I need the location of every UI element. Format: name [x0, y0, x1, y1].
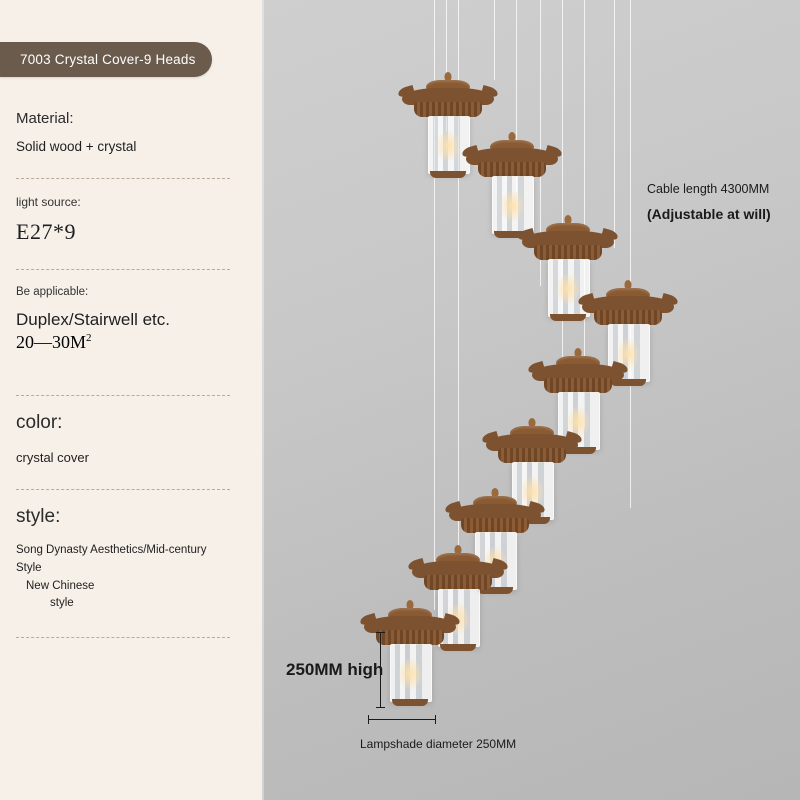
material-value: Solid wood + crystal: [16, 139, 137, 154]
style-line-3: style: [50, 597, 74, 610]
spec-block-material: [16, 110, 230, 164]
light-source-label: light source:: [16, 195, 81, 209]
spec-block-style: [16, 506, 230, 623]
lamp-base: [440, 644, 476, 651]
lamp-eaves: [478, 162, 546, 177]
lamp-eaves: [461, 518, 529, 533]
lamp-glow: [399, 659, 421, 689]
divider: [16, 395, 230, 396]
divider: [16, 269, 230, 270]
diameter-measure-line: [368, 719, 436, 720]
photo-left-edge: [262, 0, 264, 800]
annotation-cable-adjustable: (Adjustable at will): [647, 206, 771, 222]
applicable-value: Duplex/Stairwell etc.: [16, 310, 171, 329]
style-line-1: Song Dynasty Aesthetics/Mid-century Style: [16, 544, 207, 574]
annotation-cable-length: Cable length 4300MM: [647, 182, 770, 196]
divider: [16, 178, 230, 179]
applicable-label: Be applicable:: [16, 286, 89, 298]
annotation-height: 250MM high: [286, 660, 384, 679]
spec-list: [16, 110, 230, 654]
lamp-eaves: [414, 102, 482, 117]
lamp-glow: [501, 191, 523, 221]
lamp-glow: [557, 274, 579, 304]
lamp-eaves: [544, 378, 612, 393]
lamp-cable: [630, 0, 631, 508]
light-source-value: E27*9: [16, 219, 76, 244]
material-label: Material:: [16, 110, 74, 127]
color-label: color:: [16, 412, 63, 433]
annotation-diameter: Lampshade diameter 250MM: [360, 737, 517, 751]
spec-block-light-source: [16, 195, 230, 255]
spec-block-color: [16, 412, 230, 475]
applicable-area: [16, 332, 230, 353]
measure-cap-bottom: [376, 707, 385, 708]
color-value: crystal cover: [16, 450, 89, 465]
lamp-eaves: [424, 575, 492, 590]
lamp-base: [550, 314, 586, 321]
measure-cap-left: [368, 715, 369, 724]
divider: [16, 637, 230, 638]
product-photo: [262, 0, 800, 800]
lamp-eaves: [498, 448, 566, 463]
spec-panel: [0, 0, 262, 800]
lamp-cable: [614, 0, 615, 248]
measure-cap-top: [376, 632, 385, 633]
lamp-eaves: [376, 630, 444, 645]
applicable-area-value: 20—30M: [16, 332, 87, 352]
style-label: style:: [16, 506, 61, 527]
style-line-2: New Chinese: [26, 579, 95, 592]
lamp-glow: [437, 131, 459, 161]
spec-block-applicable: [16, 286, 230, 381]
lamp-cable: [494, 0, 495, 80]
lamp-eaves: [594, 310, 662, 325]
lamp-crystal-shade: [390, 644, 432, 702]
measure-cap-right: [435, 715, 436, 724]
applicable-area-sup: 2: [86, 332, 92, 344]
divider: [16, 489, 230, 490]
lamp-base: [430, 171, 466, 178]
lamp-eaves: [534, 245, 602, 260]
style-value: [16, 542, 230, 613]
product-badge: 7003 Crystal Cover-9 Heads: [0, 42, 212, 77]
lamp-base: [392, 699, 428, 706]
